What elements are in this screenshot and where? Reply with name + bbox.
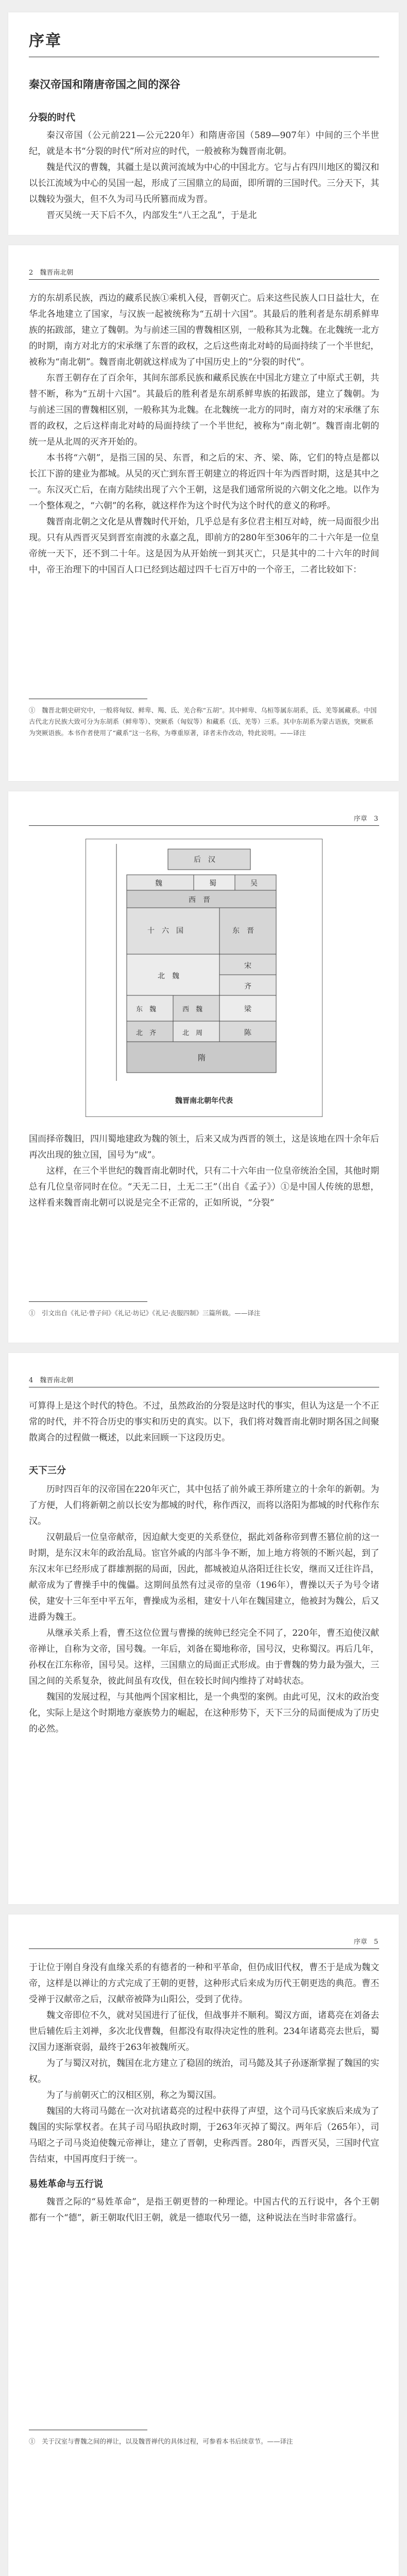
paragraph: 本书将“六朝”，是指三国的吴、东晋，和之后的宋、齐、梁、陈，它们的特点是都以长江下游的建业为都城。从吴的灭亡到东晋王朝建立的将近四十年为西晋时期，这是其中之一。东汉灭亡后，在南方陆续出现了六个王朝，这是我们通常所说的六朝文化之地。以作为一个整体观之，“六朝”的名称，就这样作为这个时代为这个时代的意义的称呼。 [29, 453, 379, 511]
paragraph: 这样，在三个半世纪的魏晋南北朝时代，只有二十六年由一位皇帝统治全国，其他时期总有几位皇帝同时在位。“天无二日，土无二王”（出自《孟子》）①是中国人传统的思想，这样看来魏晋南北朝可以说是完全不正常的，正如所说，“分裂” [29, 1166, 379, 1208]
paragraph: 为了与蜀汉对抗，魏国在北方建立了稳固的统治，司马懿及其子孙逐渐掌握了魏国的实权。 [29, 2058, 379, 2084]
running-head-rule [29, 825, 379, 826]
label-chen: 陈 [244, 1029, 251, 1037]
label-western-wei: 西 魏 [182, 1006, 203, 1013]
label-wu: 吴 [250, 879, 258, 888]
running-head-rule [29, 1948, 379, 1949]
paragraph: 魏晋南北朝之文化是从曹魏时代开始，几乎总是有多位君主相互对峙，统一局面很少出现。只有从西晋灭吴到晋室南渡的永嘉之乱，即前方的280年至306年的二十六年是一位皇帝统一天下，还不到二十年。这是因为从开始统一到其灭亡，只是其中的二十六年的时间中，帝王治理下的中国百人口已经到达超过四千七百万中的一个帝王，二者比较如下： [29, 517, 379, 575]
book-page-4 [8, 1353, 399, 1904]
label-northern-zhou: 北 周 [182, 1029, 203, 1037]
label-song: 宋 [244, 962, 251, 970]
page4-intro [29, 1398, 379, 1446]
footnote-rule [29, 1301, 147, 1302]
paragraph: 国而择帝魏旧，四川蜀地建政为魏的领土，后来又成为西晋的领土，这是该地在四十余年后再次出现的独立国，国号为“成”。 [29, 1134, 379, 1160]
chronology-table [86, 839, 323, 1117]
paragraph: 为了与前朝灭亡的汉相区别，称之为蜀汉国。 [46, 2090, 222, 2100]
page4-body [29, 1482, 379, 1737]
paragraph: 魏文帝即位不久，就对吴国进行了征伐，但战事并不顺利。蜀汉方面，诸葛亮在刘备去世后辅佐后主刘禅，多次北伐曹魏，但都没有取得决定性的胜利。234年诸葛亮去世后，蜀汉国力逐渐衰弱，最终于263年被魏所灭。 [29, 2010, 379, 2053]
book-page-5 [8, 1914, 399, 2576]
paragraph: 从继承关系上看，曹丕这位位置与曹操的统帅已经完全不同了，220年，曹丕迫使汉献帝禅让，自称为文帝，国号魏。一年后，刘备在蜀地称帝，国号汉，史称蜀汉。再后几年，孙权在江东称帝，国号吴。这样，三国鼎立的局面正式形成。由于曹魏的势力最为强大，三国之间的关系复杂，彼此间虽有攻伐，但在较长时间内维持了对峙状态。 [29, 1628, 379, 1686]
label-eastern-jin: 东 晋 [232, 927, 254, 935]
label-liang: 梁 [244, 1005, 251, 1013]
running-head-rule [29, 279, 379, 280]
label-sui: 隋 [198, 1053, 206, 1062]
chapter-title: 秦汉帝国和隋唐帝国之间的深谷 [29, 78, 180, 91]
running-head: 序章 5 [353, 1938, 378, 1946]
paragraph: 魏国的大将司马懿在一次对抗诸葛亮的过程中获得了声望，这个司马氏家族后来成为了魏国的实际掌权者。在其子司马昭执政时期，于263年灭掉了蜀汉。两年后（265年），司马昭之子司马炎迫使魏元帝禅让，建立了晋朝，史称西晋。280年，西晋灭吴，三国时代宣告结束，中国再度归于统一。 [29, 2106, 379, 2164]
label-western-jin: 西 晋 [189, 896, 210, 904]
paragraph: 秦汉帝国（公元前221—公元220年）和隋唐帝国（589—907年）中间的三个半世纪，就是本书“分裂的时代”所对应的时代，一般被称为魏晋南北朝。 [29, 130, 379, 157]
paragraph: 魏国的发展过程，与其他两个国家相比，是一个典型的案例。由此可见，汉末的政治变化，实际上是这个时期地方豪族势力的崛起，在这种形势下，天下三分的局面便成为了历史的必然。 [29, 1692, 379, 1734]
paragraph: 可算得上是这个时代的特色。不过，虽然政治的分裂是这时代的事实，但认为这是一个不正常的时代，并不符合历史的事实和历史的真实。以下，我们将对魏晋南北朝时期各国之间聚散离合的过程做一概述，以此来回顾一下这段历史。 [29, 1401, 379, 1443]
label-qi: 齐 [244, 982, 251, 991]
label-post-han: 后 汉 [194, 856, 215, 864]
running-head: 4 魏晋南北朝 [29, 1377, 74, 1384]
running-head: 序章 3 [353, 815, 378, 823]
book-page-3 [8, 791, 399, 1343]
paragraph: 历时四百年的汉帝国在220年灭亡，其中包括了前外戚王莽所建立的十余年的新朝。为了方便，人们将新朝之前以长安为都城的时代，称作西汉，而将以洛阳为都城的时代称作东汉。 [29, 1484, 379, 1527]
footnote: ① 关于汉室与曹魏之间的禅让，以及魏晋禅代的具体过程，可参看本书后续章节。——译注 [29, 2437, 293, 2445]
section-heading: 分裂的时代 [29, 112, 75, 123]
label-shu: 蜀 [209, 879, 216, 888]
label-sixteen-kingdoms: 十 六 国 [147, 927, 183, 935]
running-head: 2 魏晋南北朝 [29, 269, 74, 277]
book-page-2 [8, 245, 399, 781]
book-page-1 [8, 12, 399, 235]
footnote: ① 引文出自《礼记·曾子问》《礼记·坊记》《礼记·丧服四制》三篇所载。——译注 [29, 1309, 261, 1317]
section-heading: 易姓革命与五行说 [29, 2179, 103, 2190]
paragraph: 晋灭吴统一天下后不久，内部发生“八王之乱”，于是北 [46, 210, 257, 221]
table-caption: 魏晋南北朝年代表 [175, 1097, 233, 1105]
page2-body [29, 291, 379, 578]
page5-body [29, 1960, 379, 2226]
footnote: ① 魏晋北朝史研究中，一般将匈奴、鲜卑、羯、氐、羌合称“五胡”。其中鲜卑、乌桓等属东胡系，氐、羌等属藏系。中国古代北方民族大致可分为东胡系（鲜卑等）、突厥系（匈奴等）和藏系（氐、羌等）三系。其中东胡系为蒙古语族，突厥系为突厥语族。本书作者使用了“藏系”这一名称，为尊重原著，译者未作改动，特此说明。——译注 [29, 706, 377, 737]
label-eastern-wei: 东 魏 [136, 1006, 157, 1013]
label-northern-wei: 北 魏 [158, 972, 179, 980]
paragraph: 方的东胡系民族，西边的藏系民族①乘机入侵，晋朝灭亡。后来这些民族人口日益壮大，在华北各地建立了国家，与汉族一起被统称为“五胡十六国”。其最后的胜利者是东胡系鲜卑族的拓跋部，建立了魏朝。为与前述三国的曹魏相区别，一般称其为北魏。在北魏统一北方的时期，南方对北方的宋承继了东晋的政权，之后这些南北对峙的局面持续了一个半世纪，被称为“南北朝”。魏晋南北朝就这样成为了中国历史上的“分裂的时代”。 [29, 293, 379, 367]
page1-body [29, 128, 379, 224]
chronology-table-graphic [86, 839, 323, 1117]
preface-heading: 序章 [29, 32, 62, 50]
section-heading: 天下三分 [29, 1465, 66, 1476]
page3-body [29, 1131, 379, 1211]
paragraph: 魏晋之际的“易姓革命”，是指王朝更替的一种理论。中国古代的五行说中，各个王朝都有一个“德”，新王朝取代旧王朝，就是一德取代另一德，这种说法在当时非常盛行。 [29, 2197, 379, 2223]
paragraph: 于让位于刚自身没有血缘关系的有德者的一种和平革命，但仍成旧代权，曹丕于是成为魏文帝，这样是以禅让的方式完成了王朝的更替，这种形式后来成为历代王朝更迭的典范。曹丕受禅于汉献帝之后，汉献帝被降为山阳公，受到了优待。 [29, 1962, 379, 2005]
paragraph: 东晋王朝存在了百余年，其间东部系民族和藏系民族在中国北方建立了中原式王朝，共替不断，称为“五胡十六国”。其最后的胜利者是东胡系鲜卑族的拓跋部，建立了魏朝。为与前述三国的曹魏相区别，一般称其为北魏。在北魏统一北方的同时，南方对的宋承继了东晋的政权，之后这样南北对峙的局面持续了一个半世纪，被称为“南北朝”。魏晋南北朝的统一是从北周的灭齐开始的。 [29, 373, 379, 447]
paragraph: 魏是代汉的曹魏，其疆土是以黄河流域为中心的中国北方。它与占有四川地区的蜀汉和以长江流域为中心的吴国一起，形成了三国鼎立的局面，即所谓的三国时代。三分天下，其以魏较为强大，但不久为司马氏所篡而成为晋。 [29, 162, 379, 205]
label-northern-qi: 北 齐 [136, 1029, 157, 1037]
label-wei: 魏 [155, 879, 162, 888]
paragraph: 汉朝最后一位皇帝献帝，因迫献大变更的关系登位，据此刘备称帝到曹丕篡位前的这一时期，是东汉末年的政治乱局。宦官外戚的内部斗争不断，加上地方将领的不断兴起，到了东汉末年已经形成了群雄割据的局面，因此，都城被迫从洛阳迁往长安，继而又迁往许昌，献帝成为了曹操手中的傀儡。这期间虽然有过灵帝的皇帝（196年），曹操以天子为号令诸侯，建安十三年至中平五年，曹操成为丞相，建安十八年在魏国建立，他被封为魏公，后又进爵为魏王。 [29, 1532, 379, 1622]
